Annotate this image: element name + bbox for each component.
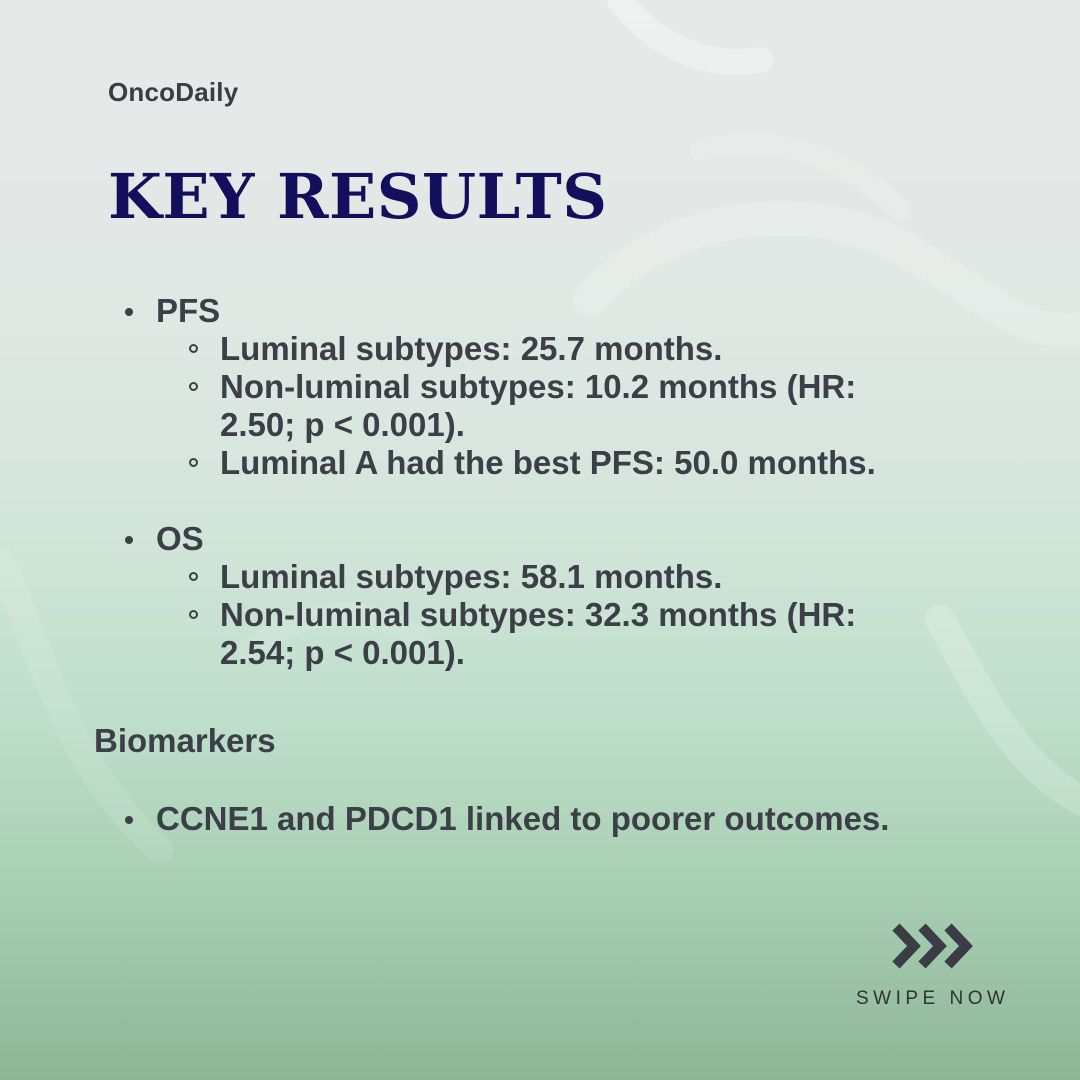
bullet-dot-icon xyxy=(125,816,133,824)
list-item-text: Luminal subtypes: 58.1 months. xyxy=(220,558,723,595)
biomarkers-list-item xyxy=(125,800,889,838)
bullet-circle-icon xyxy=(189,610,198,619)
results-group-heading xyxy=(125,520,985,558)
list-item-text: Luminal A had the best PFS: 50.0 months. xyxy=(220,444,876,481)
bullet-circle-icon xyxy=(189,382,198,391)
brand-name: OncoDaily xyxy=(108,77,239,107)
results-group-label: PFS xyxy=(156,292,221,329)
swipe-label: SWIPE NOW xyxy=(856,988,1010,1009)
list-item-text: Non-luminal subtypes: 10.2 months (HR: 2.50; p < 0.001). xyxy=(220,368,857,443)
biomarkers-heading: Biomarkers xyxy=(94,722,276,759)
list-item-text: Luminal subtypes: 25.7 months. xyxy=(220,330,723,367)
bullet-circle-icon xyxy=(189,572,198,581)
bullet-circle-icon xyxy=(189,344,198,353)
results-group-heading xyxy=(125,292,985,330)
results-group-pfs xyxy=(125,292,985,482)
results-group-label: OS xyxy=(156,520,204,557)
list-item xyxy=(189,558,940,596)
bullet-dot-icon xyxy=(125,308,133,316)
bullet-dot-icon xyxy=(125,536,133,544)
list-item xyxy=(189,596,940,672)
list-item-text: Non-luminal subtypes: 32.3 months (HR: 2.54; p < 0.001). xyxy=(220,596,857,671)
sub-list xyxy=(125,558,985,672)
bullet-circle-icon xyxy=(189,458,198,467)
list-item xyxy=(189,368,940,444)
list-item-text: CCNE1 and PDCD1 linked to poorer outcomes. xyxy=(156,800,890,837)
results-group-os xyxy=(125,520,985,672)
results-list xyxy=(125,292,985,672)
triple-chevron-right-icon xyxy=(892,921,976,971)
page-title: KEY RESULTS xyxy=(108,160,608,233)
list-item xyxy=(189,444,940,482)
list-item xyxy=(189,330,940,368)
swipe-prompt[interactable] xyxy=(840,916,1030,1016)
sub-list xyxy=(125,330,985,482)
